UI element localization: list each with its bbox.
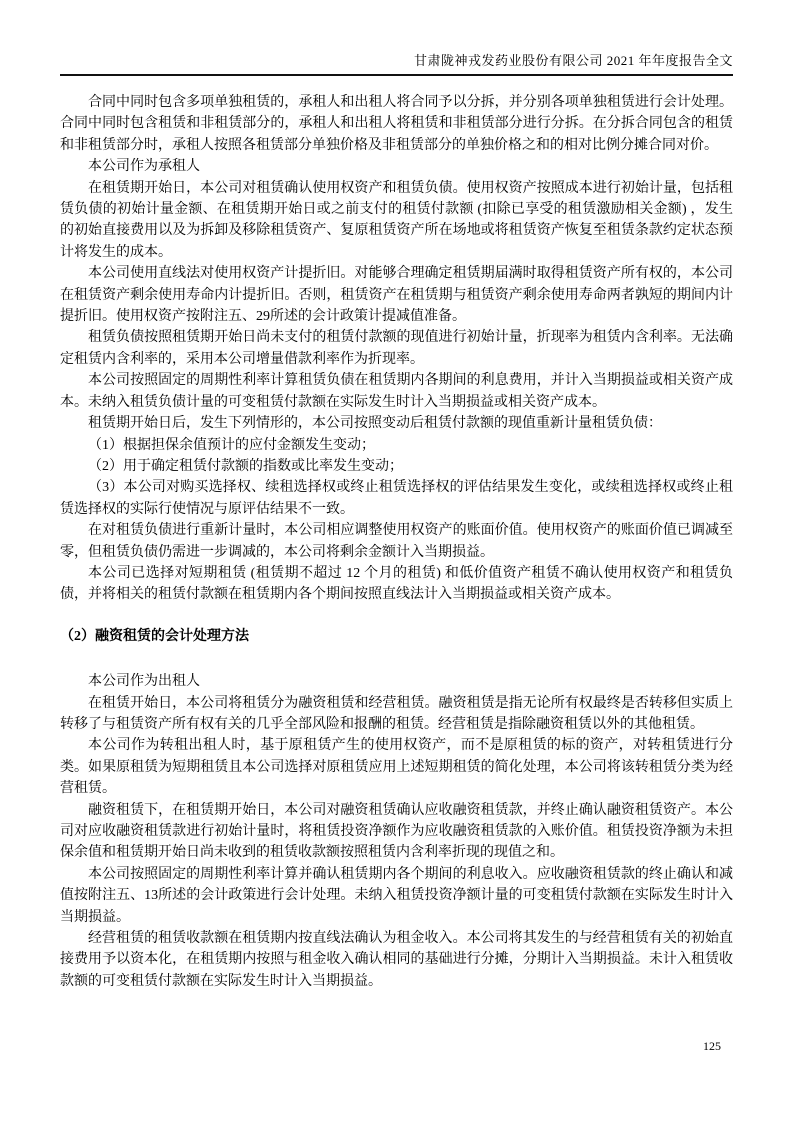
report-header-title: 甘肃陇神戎发药业股份有限公司 2021 年年度报告全文	[413, 53, 733, 68]
paragraph: 融资租赁下，在租赁期开始日，本公司对融资租赁确认应收融资租赁款，并终止确认融资租赁资产。本公司对应收融资租赁款进行初始计量时，将租赁投资净额作为应收融资租赁款的入账价值。租赁投资净额为未担保余值和租赁期开始日尚未收到的租赁收款额按照租赁内含利率折现的现值之和。	[60, 802, 733, 861]
paragraph: 租赁负债按照租赁期开始日尚未支付的租赁付款额的现值进行初始计量，折现率为租赁内含利率。无法确定租赁内含利率的，采用本公司增量借款利率作为折现率。	[60, 330, 733, 367]
paragraph: 本公司作为承租人	[88, 159, 200, 175]
paragraph: 本公司按照固定的周期性利率计算并确认租赁期内各个期间的利息收入。应收融资租赁款的终止确认和减值按附注五、13所述的会计政策进行会计处理。未纳入租赁投资净额计量的可变租赁付款额在实际发生时计入当期损益。	[60, 866, 733, 925]
paragraph: 本公司作为出租人	[88, 674, 200, 690]
page-number: 125	[703, 1039, 721, 1053]
paragraph: 合同中同时包含多项单独租赁的，承租人和出租人将合同予以分拆，并分别各项单独租赁进行会计处理。合同中同时包含租赁和非租赁部分的，承租人和出租人将租赁和非租赁部分进行分拆。在分拆合同包含的租赁和非租赁部分时，承租人按照各租赁部分单独价格及非租赁部分的单独价格之和的相对比例分摊合同对价。	[60, 95, 733, 153]
paragraph: 本公司作为转租出租人时，基于原租赁产生的使用权资产，而不是原租赁的标的资产，对转租赁进行分类。如果原租赁为短期租赁且本公司选择对原租赁应用上述短期租赁的简化处理，本公司将该转租赁分类为经营租赁。	[60, 738, 733, 797]
document-body	[60, 92, 733, 992]
paragraph: （3）本公司对购买选择权、续租选择权或终止租赁选择权的评估结果发生变化，或续租选择权或终止租赁选择权的实际行使情况与原评估结果不一致。	[60, 480, 733, 517]
paragraph: 在租赁开始日，本公司将租赁分为融资租赁和经营租赁。融资租赁是指无论所有权最终是否转移但实质上转移了与租赁资产所有权有关的几乎全部风险和报酬的租赁。经营租赁是指除融资租赁以外的其他租赁。	[60, 695, 733, 732]
section-heading: （2）融资租赁的会计处理方法	[60, 628, 249, 644]
paragraph: 在租赁期开始日，本公司对租赁确认使用权资产和租赁负债。使用权资产按照成本进行初始计量，包括租赁负债的初始计量金额、在租赁期开始日或之前支付的租赁付款额 (扣除已享受的租赁激励相关金额) ，发生的初始直接费用以及为拆卸及移除租赁资产、复原租赁资产所在场地或将租赁资产恢复至租赁条款约定状态预计将发生的成本。	[60, 180, 733, 260]
paragraph: （2）用于确定租赁付款额的指数或比率发生变动；	[88, 458, 403, 474]
paragraph: 经营租赁的租赁收款额在租赁期内按直线法确认为租金收入。本公司将其发生的与经营租赁有关的初始直接费用予以资本化，在租赁期内按照与租金收入确认相同的基础进行分摊，分期计入当期损益。未计入租赁收款额的可变租赁付款额在实际发生时计入当期损益。	[60, 931, 733, 989]
paragraph: 本公司已选择对短期租赁 (租赁期不超过 12 个月的租赁) 和低价值资产租赁不确认使用权资产和租赁负债，并将相关的租赁付款额在租赁期内各个期间按照直线法计入当期损益或相关资产成本。	[60, 565, 733, 603]
paragraph: 在对租赁负债进行重新计量时，本公司相应调整使用权资产的账面价值。使用权资产的账面价值已调减至零，但租赁负债仍需进一步调减的，本公司将剩余金额计入当期损益。	[60, 523, 733, 560]
paragraph: （1）根据担保余值预计的应付金额发生变动；	[88, 437, 375, 453]
paragraph: 本公司按照固定的周期性利率计算租赁负债在租赁期内各期间的利息费用，并计入当期损益或相关资产成本。未纳入租赁负债计量的可变租赁付款额在实际发生时计入当期损益或相关资产成本。	[60, 373, 733, 410]
paragraph: 租赁期开始日后，发生下列情形的，本公司按照变动后租赁付款额的现值重新计量租赁负债：	[88, 416, 662, 432]
paragraph: 本公司使用直线法对使用权资产计提折旧。对能够合理确定租赁期届满时取得租赁资产所有权的，本公司在租赁资产剩余使用寿命内计提折旧。否则，租赁资产在租赁期与租赁资产剩余使用寿命两者孰短的期间内计提折旧。使用权资产按附注五、29所述的会计政策计提减值准备。	[60, 266, 733, 325]
page-header	[60, 50, 733, 76]
